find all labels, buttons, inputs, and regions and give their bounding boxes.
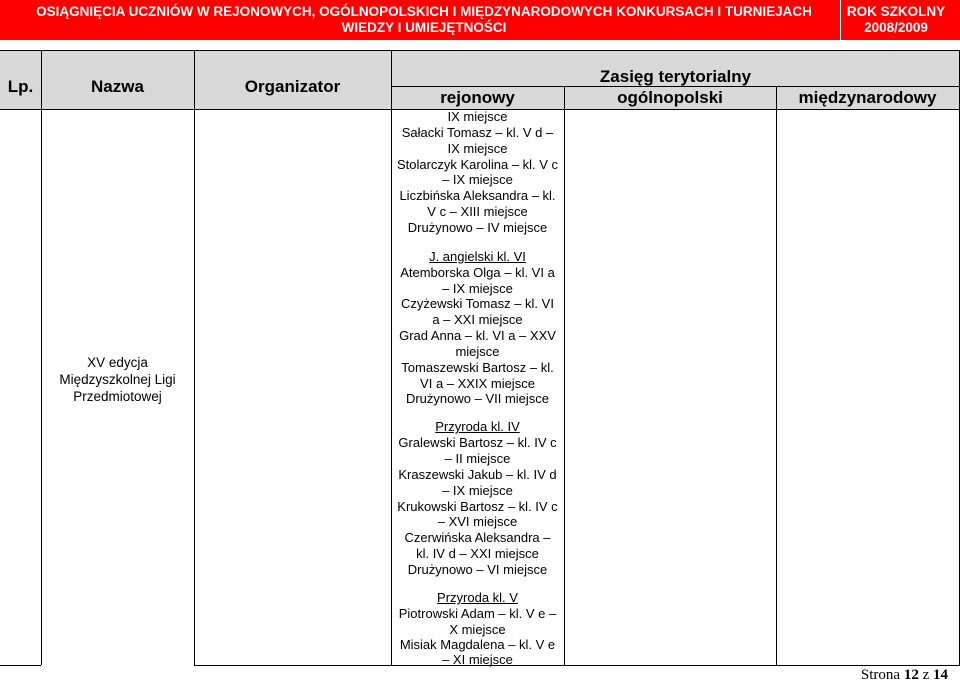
page-prefix: Strona	[860, 667, 901, 683]
result-line: Drużynowo – VII miejsce	[405, 391, 550, 406]
result-line: Stolarczyk Karolina – kl. V c	[396, 157, 559, 172]
page-sep: z	[922, 667, 930, 683]
col-header-nazwa: Nazwa	[91, 77, 144, 96]
col-header-zasieg: Zasięg terytorialny	[599, 67, 752, 86]
result-line: V c – XIII miejsce	[427, 204, 528, 219]
school-year	[838, 4, 954, 36]
col-header-lp: Lp.	[7, 77, 34, 96]
col-header-ogolnopolski: ogólnopolski	[617, 88, 723, 107]
col-line-ogolnopolski	[776, 86, 777, 665]
result-line: Krukowski Bartosz – kl. IV c	[397, 499, 558, 514]
page-number	[861, 667, 948, 684]
result-line: Gralewski Bartosz – kl. IV c	[398, 435, 557, 450]
result-line: kl. IV d – XXI miejsce	[416, 546, 539, 561]
result-line: – IX miejsce	[442, 281, 513, 296]
result-line: Tomaszewski Bartosz – kl.	[401, 360, 554, 375]
page-total: 14	[933, 667, 948, 683]
result-line: Liczbińska Aleksandra – kl.	[399, 188, 556, 203]
result-line: a – XXI miejsce	[432, 312, 523, 327]
result-line: – XVI miejsce	[437, 514, 518, 529]
result-line: Czyżewski Tomasz – kl. VI	[401, 296, 554, 311]
result-line: Kraszewski Jakub – kl. IV d	[398, 467, 557, 482]
school-year-value: 2008/2009	[864, 20, 928, 35]
result-line: miejsce	[455, 344, 500, 359]
subject-heading: J. angielski kl. VI	[429, 249, 526, 264]
result-line: Drużynowo – IV miejsce	[407, 220, 548, 235]
competition-name: XV edycja Międzyszkolnej Ligi Przedmiotowej	[59, 355, 176, 404]
result-line: Piotrowski Adam – kl. V e –	[398, 606, 557, 621]
result-line: Sałacki Tomasz – kl. V d –	[401, 125, 554, 140]
result-line: – IX miejsce	[442, 483, 513, 498]
result-line: Grad Anna – kl. VI a – XXV	[399, 328, 556, 343]
school-year-label: ROK SZKOLNY	[846, 4, 946, 19]
bottom-border-lp	[0, 665, 41, 666]
table-top-border	[0, 50, 960, 51]
result-line: Drużynowo – VI miejsce	[407, 562, 548, 577]
page-header	[0, 0, 960, 40]
result-line: VI a – XXIX miejsce	[420, 376, 535, 391]
result-line: Czerwińska Aleksandra –	[404, 530, 551, 545]
subject-heading: Przyroda kl. V	[437, 590, 518, 605]
result-line: X miejsce	[449, 622, 506, 637]
result-line: Misiak Magdalena – kl. V e	[399, 637, 556, 652]
result-line: Atemborska Olga – kl. VI a	[400, 265, 555, 280]
subject-heading: Przyroda kl. IV	[435, 419, 520, 434]
page-current: 12	[903, 667, 919, 683]
header-title: OSIĄGNIĘCIA UCZNIÓW W REJONOWYCH, OGÓLNOPOLSKICH I MIĘDZYNARODOWYCH KONKURSACH I TURNIEJACH WIEDZY I UMIEJĘTNOŚCI	[36, 4, 812, 35]
col-header-rejonowy: rejonowy	[440, 88, 515, 107]
col-header-organizator: Organizator	[244, 77, 341, 96]
result-line: IX miejsce	[447, 109, 508, 124]
bottom-border-rest	[194, 665, 960, 666]
result-line: – II miejsce	[444, 451, 511, 466]
col-line-nazwa	[194, 50, 195, 665]
col-line-rejonowy	[564, 86, 565, 665]
result-line: – XI miejsce	[442, 652, 513, 667]
col-header-miedzynarodowy: międzynarodowy	[798, 88, 937, 107]
result-line: IX miejsce	[447, 141, 508, 156]
result-line: – IX miejsce	[442, 172, 513, 187]
